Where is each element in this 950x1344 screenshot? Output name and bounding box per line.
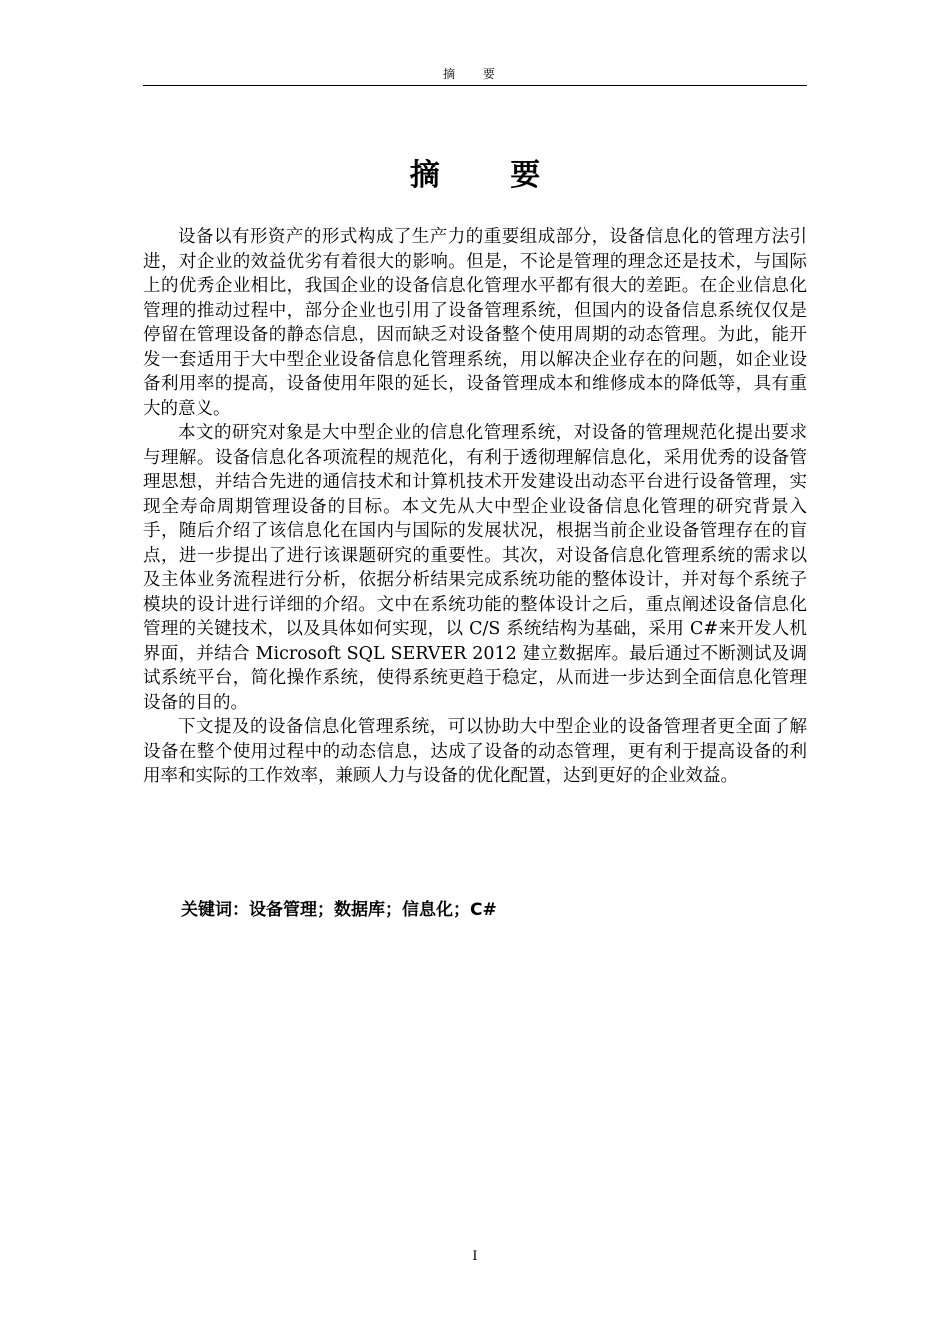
- abstract-paragraph: 本文的研究对象是大中型企业的信息化管理系统，对设备的管理规范化提出要求与理解。设备信息化各项流程的规范化，有利于透彻理解信息化，采用优秀的设备管理思想，并结合先进的通信技术和计算机技术开发建设出动态平台进行设备管理，实现全寿命周期管理设备的目标。本文先从大中型企业设备信息化管理的研究背景入手，随后介绍了该信息化在国内与国际的发展状况，根据当前企业设备管理存在的盲点，进一步提出了进行该课题研究的重要性。其次，对设备信息化管理系统的需求以及主体业务流程进行分析，依据分析结果完成系统功能的整体设计，并对每个系统子模块的设计进行详细的介绍。文中在系统功能的整体设计之后，重点阐述设备信息化管理的关键技术，以及具体如何实现，以 C/S 系统结构为基础，采用 C#来开发人机界面，并结合 Microsoft SQL SERVER 2012 建立数据库。最后通过不断测试及调试系统平台，简化操作系统，使得系统更趋于稳定，从而进一步达到全面信息化管理设备的目的。: [143, 423, 807, 713]
- page-title: 摘 要: [409, 158, 571, 193]
- running-header: 摘 要: [443, 67, 507, 81]
- abstract-paragraph: 设备以有形资产的形式构成了生产力的重要组成部分，设备信息化的管理方法引进，对企业的效益优劣有着很大的影响。但是，不论是管理的理念还是技术，与国际上的优秀企业相比，我国企业的设备信息化管理水平都有很大的差距。在企业信息化管理的推动过程中，部分企业也引用了设备管理系统，但国内的设备信息系统仅仅是停留在管理设备的静态信息，因而缺乏对设备整个使用周期的动态管理。为此，能开发一套适用于大中型企业设备信息化管理系统，用以解决企业存在的问题，如企业设备利用率的提高，设备使用年限的延长，设备管理成本和维修成本的降低等，具有重大的意义。: [143, 227, 807, 419]
- header-rule: [143, 85, 807, 86]
- page-number: I: [472, 1249, 478, 1264]
- abstract-body: [143, 225, 807, 789]
- abstract-paragraph: 下文提及的设备信息化管理系统，可以协助大中型企业的设备管理者更全面了解设备在整个使用过程中的动态信息，达成了设备的动态管理，更有利于提高设备的利用率和实际的工作效率，兼顾人力与设备的优化配置，达到更好的企业效益。: [143, 717, 807, 786]
- keywords-line: 关键词：设备管理；数据库；信息化；C#: [181, 900, 497, 920]
